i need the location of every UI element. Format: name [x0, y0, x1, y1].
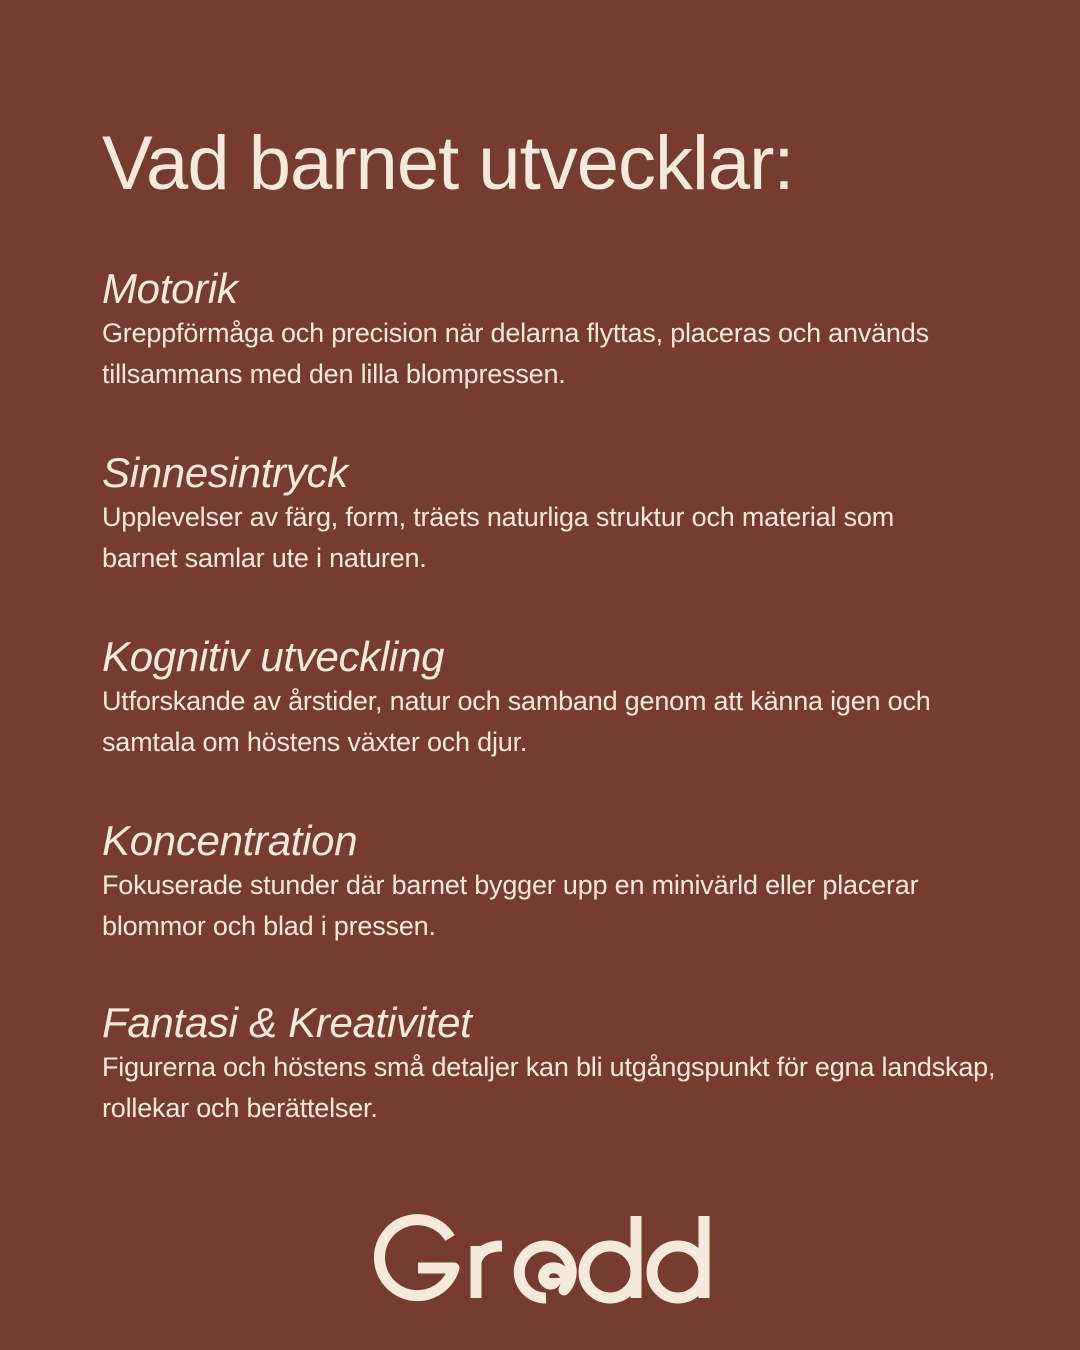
section-heading: Fantasi & Kreativitet	[102, 999, 472, 1046]
section-kognitiv-utveckling	[102, 633, 1002, 763]
section-koncentration	[102, 817, 1002, 947]
section-heading: Kognitiv utveckling	[102, 633, 445, 680]
grodd-logo-mark	[368, 1210, 714, 1310]
section-body: Upplevelser av färg, form, träets naturliga struktur och material som barnet samlar ute i naturen.	[102, 502, 895, 573]
section-heading: Sinnesintryck	[102, 449, 348, 496]
section-body: Figurerna och höstens små detaljer kan bli utgångspunkt för egna landskap, rollekar och berättelser.	[102, 1052, 996, 1123]
section-heading: Motorik	[102, 265, 238, 312]
page-title: Vad barnet utvecklar:	[102, 121, 794, 206]
section-sinnesintryck	[102, 449, 1002, 579]
section-body: Greppförmåga och precision när delarna flyttas, placeras och används tillsammans med den lilla blompressen.	[102, 318, 929, 389]
section-fantasi-kreativitet	[102, 999, 1002, 1129]
grodd-logo	[368, 1210, 714, 1310]
section-body: Fokuserade stunder där barnet bygger upp en minivärld eller placerar blommor och blad i pressen.	[102, 870, 919, 941]
content-area	[102, 0, 1002, 1350]
section-body: Utforskande av årstider, natur och samband genom att känna igen och samtala om höstens växter och djur.	[102, 686, 931, 757]
section-motorik	[102, 265, 1002, 395]
section-heading: Koncentration	[102, 817, 358, 864]
